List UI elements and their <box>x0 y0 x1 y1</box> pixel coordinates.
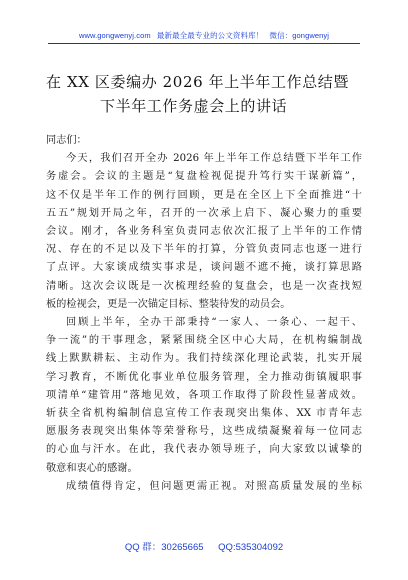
paragraph-line: 敬意和衷心的感谢。 <box>46 462 138 474</box>
salutation: 同志们： <box>46 135 87 146</box>
title-line-2: 下半年工作务虚会上的讲话 <box>100 97 288 115</box>
header-wechat: 微信：gongwenyj <box>269 31 330 40</box>
paragraph-3 <box>46 478 362 496</box>
paragraph-line: 这不仅是半年工作的例行回顾，更是在全区上下全面推进“十 <box>46 189 362 201</box>
paragraph-line: 线上默默耕耘、主动作为。我们持续深化理论武装，扎实开展 <box>46 353 362 365</box>
paragraph-line: 清晰。这次会议既是一次梳理经验的复盘会，也是一次查找短 <box>46 280 362 292</box>
footer-qq: QQ:535304092 <box>218 542 284 553</box>
header-site-link[interactable]: www.gongwenyj.com <box>78 31 151 40</box>
header-banner <box>0 30 408 41</box>
paragraph-line: 回顾上半年，全办干部秉持“一家人、一条心、一起干、 <box>66 317 362 329</box>
header-divider <box>48 43 360 44</box>
paragraph-line: 会议。刚才，各业务科室负责同志依次汇报了上半年的工作情 <box>46 226 362 238</box>
paragraph-line: 愿服务表现突出集体等荣誉称号，这些成绩凝聚着每一位同志 <box>46 426 362 438</box>
header-slogan: 最新最全最专业的公文资料库！ <box>156 31 264 40</box>
paragraph-line: 务虚会。会议的主题是“复盘检视促提升笃行实干谋新篇”， <box>46 171 362 183</box>
paragraph-line: 的心血与汗水。在此，我代表办领导班子，向大家致以诚挚的 <box>46 444 362 456</box>
footer-contact <box>0 539 408 553</box>
paragraph-line: 项清单“建管用”落地见效，各项工作取得了阶段性显著成效。 <box>46 389 362 401</box>
paragraph-line: 板的检视会，更是一次锚定目标、整装待发的动员会。 <box>46 298 291 310</box>
document-body <box>46 132 362 496</box>
paragraph-line: 学习教育，不断优化事业单位服务管理，全力推动街镇履职事 <box>46 371 362 383</box>
title-line-1: 在 XX 区委编办 2026 年上半年工作总结暨 <box>46 73 350 91</box>
paragraph-1 <box>46 150 362 314</box>
paragraph-line: 况、存在的不足以及下半年的打算，分管负责同志也逐一进行 <box>46 244 362 256</box>
paragraph-2 <box>46 314 362 478</box>
paragraph-line: 今天，我们召开全办 2026 年上半年工作总结暨下半年工作 <box>66 153 362 165</box>
paragraph-line: 成绩值得肯定，但问题更需正视。对照高质量发展的坐标 <box>66 480 362 492</box>
paragraph-line: 斩获全省机构编制信息宣传工作表现突出集体、XX 市青年志 <box>46 408 362 420</box>
paragraph-line: 了点评。大家谈成绩实事求是，谈问题不遮不掩，谈打算思路 <box>46 262 362 274</box>
paragraph-line: 五五”规划开局之年，召开的一次承上启下、凝心聚力的重要 <box>46 207 362 219</box>
paragraph-line: 争一流”的干事理念，紧紧围绕全区中心大局，在机构编制战 <box>46 335 362 347</box>
footer-qq-group: QQ 群：30265665 <box>124 542 204 553</box>
document-title <box>46 70 362 118</box>
